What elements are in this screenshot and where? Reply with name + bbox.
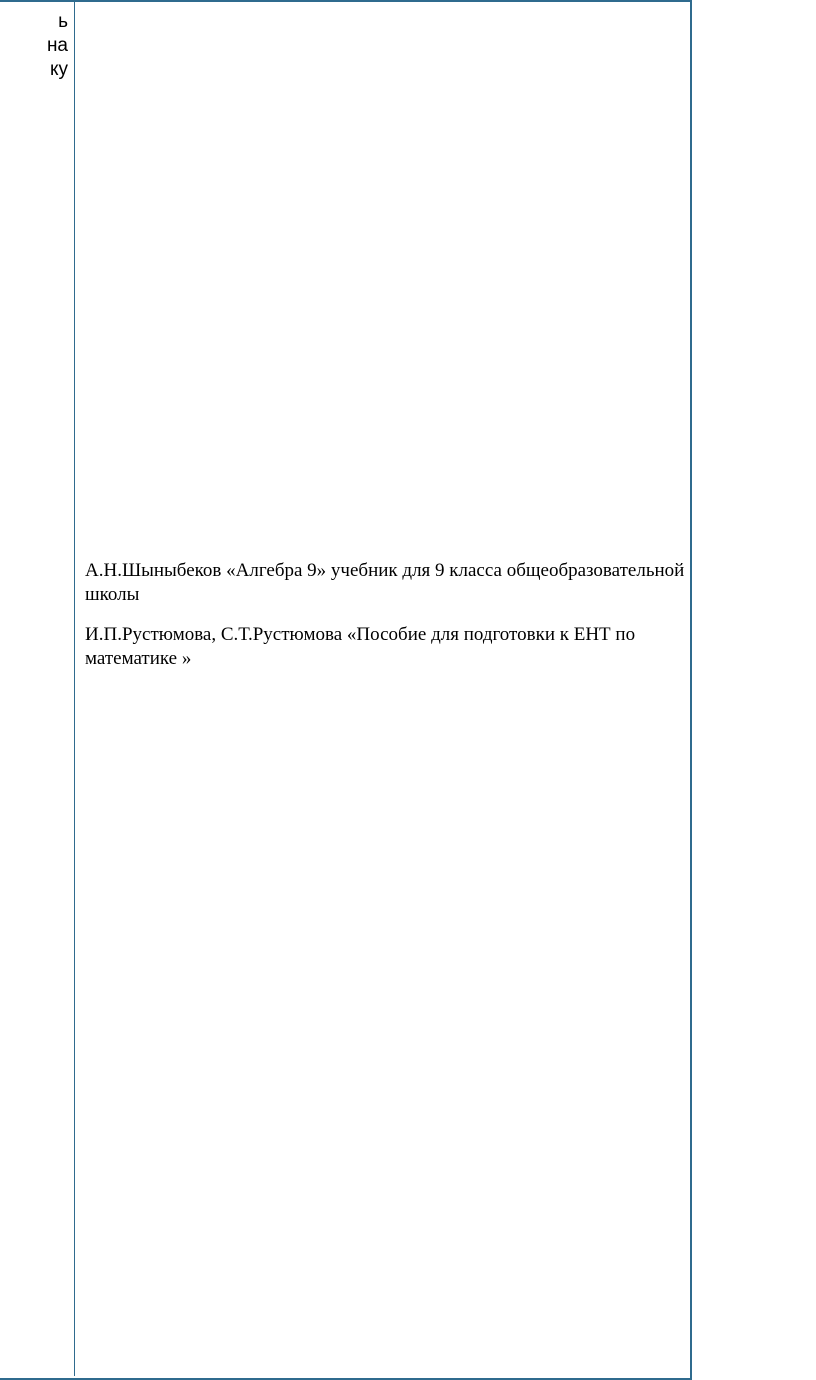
- reference-item: А.Н.Шыныбеков «Алгебра 9» учебник для 9 класса общеобразовательной школы: [85, 560, 685, 605]
- table-cell-left: [0, 2, 75, 1376]
- table-cell-right: [75, 2, 690, 1376]
- left-cell-text: ь на ку: [46, 11, 68, 80]
- reference-item: И.П.Рустюмова, С.Т.Рустюмова «Пособие для подготовки к ЕНТ по математике »: [85, 624, 636, 669]
- reference-list: [85, 559, 685, 687]
